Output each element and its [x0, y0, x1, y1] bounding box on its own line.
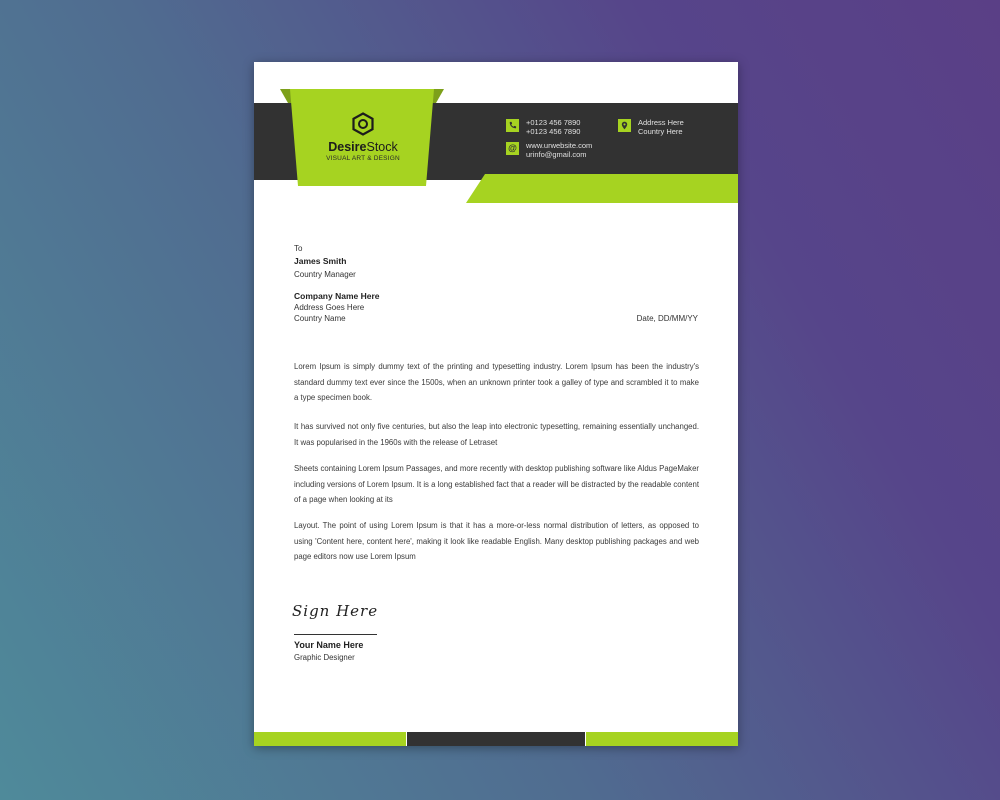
- signer-role: Graphic Designer: [294, 653, 355, 662]
- company-country: Country Name: [294, 314, 346, 323]
- date-text: [626, 313, 698, 324]
- phone-line-2: +0123 456 7890: [526, 127, 581, 136]
- paragraph-4: Layout. The point of using Lorem Ipsum is that it has a more-or-less normal distribution of letters, as opposed to using 'Content here, content here', making it look like readable English. Many desktop publishing packages and web page editors now use Lorem Ipsum: [294, 521, 699, 561]
- to-label: To: [294, 244, 303, 253]
- date-value: Date, DD/MM/YY: [636, 314, 698, 323]
- signer-name: Your Name Here: [294, 640, 364, 650]
- paragraph-2: It has survived not only five centuries, but also the leap into electronic typesetting, remaining essentially unchanged. It was popularised in the 1960s with the release of Letraset: [294, 422, 699, 447]
- hexagon-icon: [351, 112, 375, 136]
- website-line: www.urwebsite.com: [526, 141, 593, 150]
- email-line: urinfo@gmail.com: [526, 150, 587, 159]
- location-icon: [618, 119, 631, 132]
- company-block: [294, 291, 380, 324]
- logo-name: DesireStock: [328, 140, 398, 154]
- company-address: Address Goes Here: [294, 303, 365, 312]
- footer-accent-right: [586, 732, 738, 746]
- recipient-title: Country Manager: [294, 270, 356, 279]
- address-line-2: Country Here: [638, 127, 683, 136]
- contact-web: [506, 141, 592, 159]
- paragraph-1: Lorem Ipsum is simply dummy text of the printing and typesetting industry. Lorem Ipsum has been the industry's standard dummy text ever since the 1500s, when an unknown printer took a galley of type and scrambled it to make a type specimen book.: [294, 362, 699, 402]
- logo-tagline: VISUAL ART & DESIGN: [326, 155, 400, 162]
- footer-dark-center: [407, 732, 585, 746]
- contact-phone: [506, 118, 580, 136]
- company-name: Company Name Here: [294, 291, 380, 301]
- phone-icon: [506, 119, 519, 132]
- logo: [290, 102, 436, 186]
- letterhead-page: [254, 62, 738, 746]
- signature-line: [294, 634, 377, 635]
- paragraph-3: Sheets containing Lorem Ipsum Passages, and more recently with desktop publishing software like Aldus PageMaker including versions of Lorem Ipsum. It is a long established fact that a reader will be distracted by the readable content of a page when looking at its: [294, 464, 699, 504]
- contact-address: [618, 118, 684, 136]
- recipient-name: James Smith: [294, 256, 347, 266]
- address-line-1: Address Here: [638, 118, 684, 127]
- phone-line-1: +0123 456 7890: [526, 118, 581, 127]
- signature-script: Sign Here: [292, 602, 379, 620]
- footer-accent-left: [254, 732, 406, 746]
- at-icon: @: [506, 142, 519, 155]
- recipient-block: [294, 243, 356, 280]
